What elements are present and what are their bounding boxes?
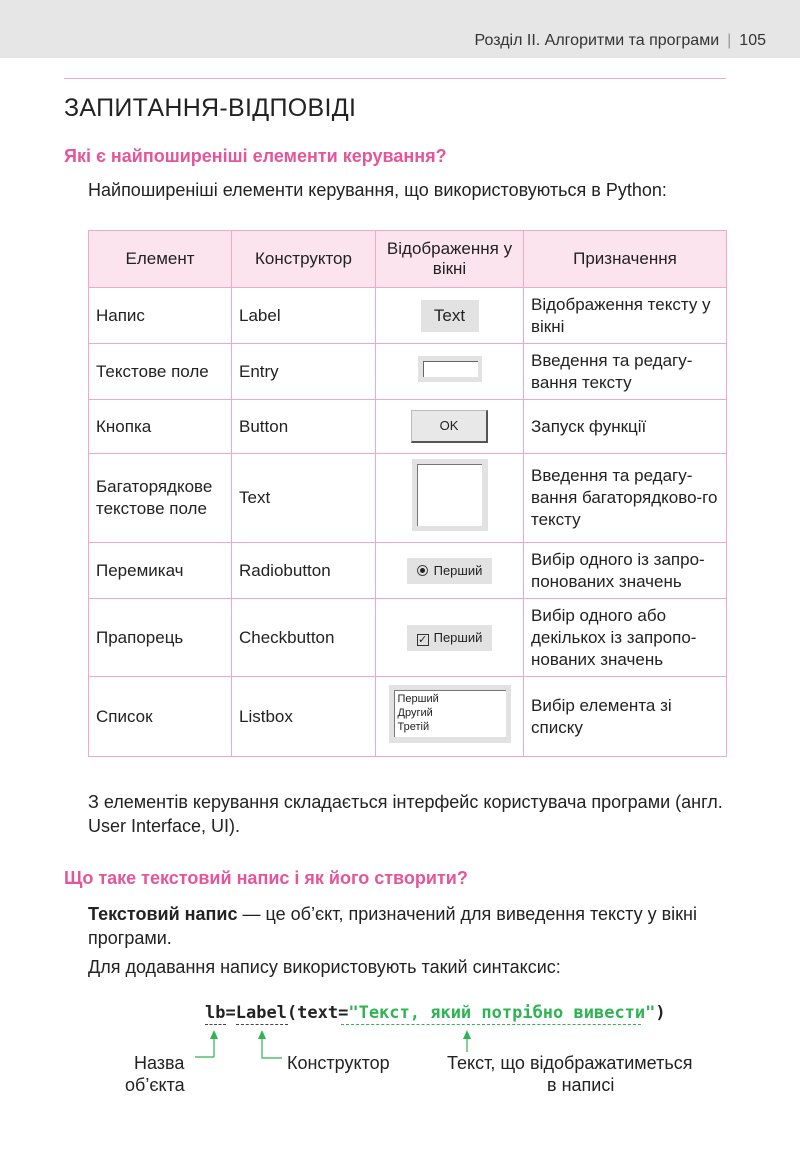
- var-underline: [205, 1024, 226, 1025]
- cell-constructor: Listbox: [232, 677, 376, 757]
- section-title: ЗАПИТАННЯ-ВІДПОВІДІ: [64, 94, 357, 122]
- listbox-widget-preview: [389, 685, 511, 743]
- text-caption-line2: в написі: [547, 1075, 615, 1095]
- constructor-arrow: [262, 1036, 282, 1058]
- header-display: Відображення у вікні: [376, 231, 524, 288]
- running-header: [475, 32, 766, 50]
- table-row: [89, 454, 727, 543]
- button-widget-preview: OK: [411, 410, 488, 443]
- cell-purpose: Відображення тексту у вікні: [524, 288, 727, 344]
- cell-purpose: Запуск функції: [524, 400, 727, 454]
- page-number: 105: [739, 32, 766, 49]
- cell-purpose: Вибір одного або декількох із запропо-нованих значень: [524, 599, 727, 677]
- listbox-item: Третій: [397, 720, 430, 733]
- checkbutton-widget-preview: [407, 625, 493, 651]
- syntax-code-line: [205, 1003, 666, 1023]
- code-var: lb: [205, 1003, 226, 1023]
- cell-display: [376, 288, 524, 344]
- definition-paragraph: [88, 902, 728, 950]
- header-constructor: Конструктор: [232, 231, 376, 288]
- arrow-head: [258, 1030, 266, 1039]
- cell-constructor: Checkbutton: [232, 599, 376, 677]
- ui-paragraph: З елементів керування складається інтерфейс користувача програми (англ. User Interface, UI).: [88, 792, 723, 836]
- cell-element: Перемикач: [89, 543, 232, 599]
- code-close: ): [655, 1003, 666, 1023]
- cell-purpose: Введення та редагу-вання багаторядково-го тексту: [524, 454, 727, 543]
- cell-display: [376, 400, 524, 454]
- constructor-caption: Конструктор: [287, 1053, 390, 1073]
- listbox-items: [394, 690, 506, 737]
- cell-constructor: Radiobutton: [232, 543, 376, 599]
- code-eq: =: [225, 1003, 236, 1023]
- cell-display: [376, 543, 524, 599]
- code-constructor: Label: [235, 1003, 287, 1023]
- string-underline: [341, 1024, 641, 1025]
- intro-paragraph: Найпоширеніші елементи керування, що використовуються в Python:: [88, 180, 667, 200]
- radio-label: Перший: [433, 562, 483, 578]
- cell-constructor: Button: [232, 400, 376, 454]
- header-separator: |: [727, 32, 732, 49]
- cell-purpose: Вибір одного із запро-понованих значень: [524, 543, 727, 599]
- listbox-item: Перший: [397, 692, 439, 705]
- code-open: (text=: [286, 1003, 349, 1023]
- cell-display: [376, 599, 524, 677]
- question-heading-2: Що таке текстовий напис і як його створити?: [64, 868, 468, 888]
- question-heading-1: Які є найпоширеніші елементи керування?: [64, 146, 447, 166]
- text-widget-preview: [412, 459, 488, 531]
- cell-constructor: Entry: [232, 344, 376, 400]
- text-caption-line1: Текст, що відображатиметься: [447, 1053, 693, 1073]
- controls-table: [88, 230, 727, 757]
- table-row: [89, 677, 727, 757]
- syntax-intro-paragraph: Для додавання напису використовують такий синтаксис:: [88, 957, 561, 977]
- entry-widget-preview: [418, 356, 482, 382]
- code-string: "Текст, який потрібно вивести": [348, 1003, 656, 1023]
- header-purpose: Призначення: [524, 231, 727, 288]
- table-header-row: [89, 231, 727, 288]
- table-row: [89, 599, 727, 677]
- arrow-head: [463, 1030, 471, 1039]
- listbox-item: Другий: [397, 706, 433, 719]
- radiobutton-widget-preview: [407, 558, 493, 584]
- constructor-underline: [236, 1024, 288, 1025]
- cell-purpose: Вибір елемента зі списку: [524, 677, 727, 757]
- cell-element: Кнопка: [89, 400, 232, 454]
- cell-element: Список: [89, 677, 232, 757]
- checkbox-checked-icon: ✓: [418, 633, 428, 646]
- cell-element: Прапорець: [89, 599, 232, 677]
- definition-text: — це об’єкт, призначений для виведення тексту у вікні програми.: [88, 904, 697, 948]
- table-row: [89, 400, 727, 454]
- cell-display: [376, 677, 524, 757]
- object-name-caption-line2: об’єкта: [125, 1075, 185, 1095]
- cell-constructor: Text: [232, 454, 376, 543]
- table-row: [89, 543, 727, 599]
- defined-term: Текстовий напис: [88, 904, 238, 924]
- header-element: Елемент: [89, 231, 232, 288]
- chapter-title: Розділ ІІ. Алгоритми та програми: [474, 32, 720, 49]
- cell-constructor: Label: [232, 288, 376, 344]
- label-widget-preview: Text: [421, 300, 479, 332]
- cell-element: Багаторядкове текстове поле: [89, 454, 232, 543]
- section-rule: [64, 78, 726, 79]
- cell-display: [376, 454, 524, 543]
- radio-selected-icon: [417, 565, 428, 576]
- check-label: Перший: [433, 629, 483, 645]
- cell-element: Текстове поле: [89, 344, 232, 400]
- cell-purpose: Введення та редагу-вання тексту: [524, 344, 727, 400]
- cell-element: Напис: [89, 288, 232, 344]
- table-row: [89, 288, 727, 344]
- cell-display: [376, 344, 524, 400]
- arrow-head: [210, 1030, 218, 1039]
- object-name-caption-line1: Назва: [134, 1053, 185, 1073]
- table-row: [89, 344, 727, 400]
